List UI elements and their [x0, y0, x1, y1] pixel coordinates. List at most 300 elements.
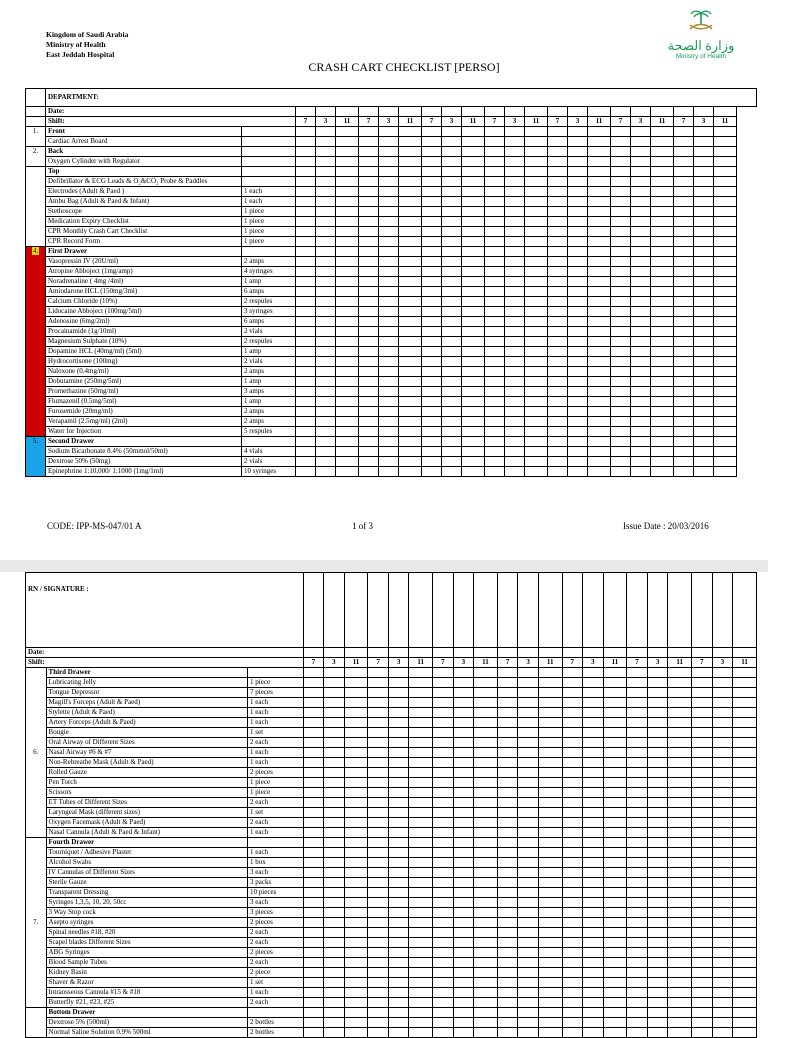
check-cell: [694, 157, 714, 167]
check-cell: [692, 798, 713, 808]
check-cell: [712, 738, 733, 748]
shift-header-cell: 11: [733, 658, 757, 668]
check-cell: [627, 908, 648, 918]
check-cell: [336, 327, 359, 337]
check-cell: [603, 648, 627, 658]
check-cell: [611, 137, 631, 147]
check-cell: [497, 838, 518, 848]
item-quantity: 1 each: [248, 758, 304, 768]
check-cell: [568, 127, 588, 137]
check-cell: [505, 277, 525, 287]
check-cell: [651, 177, 674, 187]
check-cell: [359, 377, 379, 387]
check-cell: [442, 457, 462, 467]
check-cell: [409, 728, 433, 738]
check-cell: [324, 808, 345, 818]
check-cell: [631, 337, 651, 347]
check-cell: [336, 417, 359, 427]
check-cell: [497, 858, 518, 868]
check-cell: [588, 317, 611, 327]
check-cell: [548, 267, 568, 277]
check-cell: [303, 688, 324, 698]
check-cell: [583, 788, 604, 798]
check-cell: [712, 748, 733, 758]
check-cell: [296, 177, 316, 187]
check-cell: [714, 287, 737, 297]
check-cell: [474, 738, 498, 748]
check-cell: [651, 367, 674, 377]
check-cell: [627, 988, 648, 998]
check-cell: [668, 968, 692, 978]
check-cell: [324, 968, 345, 978]
check-cell: [296, 297, 316, 307]
check-cell: [714, 367, 737, 377]
check-cell: [712, 728, 733, 738]
check-cell: [316, 127, 336, 137]
check-cell: [583, 948, 604, 958]
check-cell: [485, 377, 505, 387]
check-cell: [674, 377, 694, 387]
check-cell: [631, 257, 651, 267]
check-cell: [409, 738, 433, 748]
item-quantity: 3 packs: [248, 878, 304, 888]
check-cell: [538, 888, 562, 898]
check-cell: [485, 147, 505, 157]
check-cell: [388, 958, 409, 968]
check-cell: [548, 357, 568, 367]
check-cell: [368, 808, 389, 818]
check-cell: [712, 908, 733, 918]
check-cell: [712, 1018, 733, 1028]
check-cell: [603, 888, 627, 898]
check-cell: [583, 848, 604, 858]
check-cell: [324, 573, 345, 648]
check-cell: [692, 678, 713, 688]
check-cell: [568, 267, 588, 277]
check-cell: [733, 908, 757, 918]
check-cell: [344, 1028, 368, 1038]
check-cell: [399, 227, 422, 237]
check-cell: [303, 768, 324, 778]
check-cell: [316, 137, 336, 147]
check-cell: [344, 948, 368, 958]
check-cell: [433, 868, 454, 878]
check-cell: [474, 1008, 498, 1018]
check-cell: [733, 698, 757, 708]
item-name: Alcohol Swabs: [46, 858, 248, 868]
check-cell: [316, 207, 336, 217]
check-cell: [388, 848, 409, 858]
check-cell: [409, 868, 433, 878]
check-cell: [303, 1028, 324, 1038]
check-cell: [359, 177, 379, 187]
check-cell: [379, 137, 399, 147]
check-cell: [668, 1008, 692, 1018]
check-cell: [303, 678, 324, 688]
item-quantity: 1 set: [248, 808, 304, 818]
check-cell: [474, 958, 498, 968]
check-cell: [485, 247, 505, 257]
check-cell: [518, 738, 539, 748]
check-cell: [296, 427, 316, 437]
check-cell: [588, 167, 611, 177]
check-cell: [518, 898, 539, 908]
check-cell: [651, 217, 674, 227]
check-cell: [712, 648, 733, 658]
check-cell: [433, 888, 454, 898]
check-cell: [388, 708, 409, 718]
check-cell: [712, 828, 733, 838]
check-cell: [631, 107, 651, 117]
check-cell: [474, 858, 498, 868]
check-cell: [399, 267, 422, 277]
checklist-row: [26, 948, 757, 958]
check-cell: [627, 918, 648, 928]
check-cell: [668, 768, 692, 778]
check-cell: [627, 838, 648, 848]
check-cell: [453, 708, 474, 718]
check-cell: [409, 778, 433, 788]
check-cell: [344, 828, 368, 838]
check-cell: [603, 798, 627, 808]
check-cell: [379, 437, 399, 447]
check-cell: [399, 457, 422, 467]
item-name: Naloxone (0.4mg/ml): [46, 367, 242, 377]
checklist-row: [26, 327, 757, 337]
item-name: Promethazine (50mg/ml): [46, 387, 242, 397]
check-cell: [422, 297, 442, 307]
check-cell: [733, 938, 757, 948]
check-cell: [714, 147, 737, 157]
check-cell: [518, 908, 539, 918]
checklist-row: [26, 447, 757, 457]
check-cell: [296, 407, 316, 417]
check-cell: [462, 457, 485, 467]
check-cell: [603, 918, 627, 928]
check-cell: [525, 167, 548, 177]
department-row: [26, 89, 757, 107]
check-cell: [336, 297, 359, 307]
check-cell: [631, 177, 651, 187]
check-cell: [336, 287, 359, 297]
check-cell: [453, 898, 474, 908]
check-cell: [485, 317, 505, 327]
check-cell: [344, 573, 368, 648]
shift-header-cell: 7: [627, 658, 648, 668]
check-cell: [647, 718, 668, 728]
check-cell: [453, 768, 474, 778]
check-cell: [359, 347, 379, 357]
check-cell: [518, 828, 539, 838]
shift-header-cell: 3: [324, 658, 345, 668]
check-cell: [497, 768, 518, 778]
item-quantity: 1 amp: [242, 397, 296, 407]
check-cell: [388, 668, 409, 678]
check-cell: [316, 167, 336, 177]
check-cell: [647, 928, 668, 938]
checklist-row: [26, 888, 757, 898]
check-cell: [462, 147, 485, 157]
check-cell: [733, 868, 757, 878]
check-cell: [368, 948, 389, 958]
check-cell: [324, 718, 345, 728]
check-cell: [651, 157, 674, 167]
check-cell: [359, 417, 379, 427]
check-cell: [442, 377, 462, 387]
item-quantity: 1 each: [248, 988, 304, 998]
check-cell: [497, 908, 518, 918]
item-quantity: 2 each: [248, 938, 304, 948]
check-cell: [548, 127, 568, 137]
check-cell: [583, 698, 604, 708]
check-cell: [303, 928, 324, 938]
checklist-row: [26, 397, 757, 407]
check-cell: [583, 958, 604, 968]
shift-header-cell: 3: [568, 117, 588, 127]
check-cell: [568, 437, 588, 447]
check-cell: [562, 918, 583, 928]
check-cell: [485, 277, 505, 287]
check-cell: [422, 137, 442, 147]
check-cell: [324, 928, 345, 938]
shift-header-cell: 11: [399, 117, 422, 127]
check-cell: [433, 948, 454, 958]
check-cell: [692, 738, 713, 748]
check-cell: [647, 688, 668, 698]
check-cell: [344, 898, 368, 908]
department-label: DEPARTMENT:: [46, 89, 757, 107]
check-cell: [712, 798, 733, 808]
check-cell: [562, 938, 583, 948]
shift-header-cell: 3: [388, 658, 409, 668]
check-cell: [562, 788, 583, 798]
check-cell: [368, 778, 389, 788]
check-cell: [324, 818, 345, 828]
check-cell: [525, 287, 548, 297]
check-cell: [668, 718, 692, 728]
check-cell: [409, 828, 433, 838]
checklist-row: [26, 908, 757, 918]
check-cell: [518, 778, 539, 788]
check-cell: [562, 948, 583, 958]
check-cell: [379, 227, 399, 237]
check-cell: [505, 287, 525, 297]
check-cell: [525, 187, 548, 197]
check-cell: [303, 798, 324, 808]
check-cell: [674, 167, 694, 177]
check-cell: [694, 137, 714, 147]
check-cell: [336, 187, 359, 197]
check-cell: [379, 317, 399, 327]
check-cell: [316, 107, 336, 117]
check-cell: [379, 147, 399, 157]
check-cell: [583, 728, 604, 738]
check-cell: [296, 187, 316, 197]
check-cell: [568, 417, 588, 427]
item-quantity: 3 each: [248, 868, 304, 878]
check-cell: [611, 457, 631, 467]
check-cell: [631, 457, 651, 467]
check-cell: [668, 978, 692, 988]
document-page-2: [0, 572, 768, 1037]
check-cell: [474, 908, 498, 918]
check-cell: [668, 648, 692, 658]
check-cell: [324, 868, 345, 878]
check-cell: [611, 287, 631, 297]
item-quantity: 1 piece: [242, 227, 296, 237]
check-cell: [733, 758, 757, 768]
date-row: [26, 107, 757, 117]
check-cell: [324, 898, 345, 908]
checklist-row: [26, 1018, 757, 1028]
check-cell: [316, 187, 336, 197]
check-cell: [562, 798, 583, 808]
check-cell: [538, 968, 562, 978]
check-cell: [388, 988, 409, 998]
check-cell: [474, 788, 498, 798]
check-cell: [714, 307, 737, 317]
check-cell: [647, 648, 668, 658]
check-cell: [462, 217, 485, 227]
check-cell: [668, 988, 692, 998]
check-cell: [694, 177, 714, 187]
check-cell: [474, 798, 498, 808]
check-cell: [336, 357, 359, 367]
check-cell: [453, 1028, 474, 1038]
check-cell: [303, 728, 324, 738]
check-cell: [538, 878, 562, 888]
check-cell: [368, 868, 389, 878]
check-cell: [485, 347, 505, 357]
check-cell: [453, 758, 474, 768]
check-cell: [409, 848, 433, 858]
check-cell: [518, 928, 539, 938]
check-cell: [733, 798, 757, 808]
check-cell: [712, 868, 733, 878]
check-cell: [548, 167, 568, 177]
check-cell: [462, 127, 485, 137]
check-cell: [453, 668, 474, 678]
check-cell: [388, 938, 409, 948]
item-name: Scissors: [46, 788, 248, 798]
check-cell: [548, 107, 568, 117]
check-cell: [588, 197, 611, 207]
item-quantity: 2 vials: [242, 357, 296, 367]
check-cell: [474, 758, 498, 768]
item-quantity: 1 set: [248, 978, 304, 988]
check-cell: [368, 768, 389, 778]
check-cell: [497, 708, 518, 718]
check-cell: [485, 447, 505, 457]
check-cell: [379, 447, 399, 457]
check-cell: [505, 127, 525, 137]
check-cell: [388, 1018, 409, 1028]
check-cell: [583, 818, 604, 828]
check-cell: [712, 928, 733, 938]
check-cell: [651, 437, 674, 447]
check-cell: [296, 147, 316, 157]
check-cell: [316, 257, 336, 267]
check-cell: [583, 708, 604, 718]
check-cell: [611, 247, 631, 257]
check-cell: [548, 397, 568, 407]
check-cell: [388, 748, 409, 758]
check-cell: [627, 948, 648, 958]
check-cell: [462, 417, 485, 427]
check-cell: [562, 808, 583, 818]
check-cell: [409, 768, 433, 778]
check-cell: [548, 217, 568, 227]
check-cell: [568, 317, 588, 327]
check-cell: [603, 958, 627, 968]
check-cell: [603, 738, 627, 748]
check-cell: [603, 838, 627, 848]
check-cell: [368, 688, 389, 698]
check-cell: [651, 287, 674, 297]
check-cell: [399, 387, 422, 397]
item-name: Water for Injection: [46, 427, 242, 437]
check-cell: [588, 447, 611, 457]
check-cell: [409, 718, 433, 728]
check-cell: [525, 147, 548, 157]
check-cell: [714, 447, 737, 457]
check-cell: [631, 187, 651, 197]
check-cell: [359, 187, 379, 197]
check-cell: [388, 918, 409, 928]
check-cell: [674, 427, 694, 437]
shift-header-cell: 7: [497, 658, 518, 668]
check-cell: [568, 217, 588, 227]
check-cell: [485, 387, 505, 397]
section-heading: Back: [46, 147, 242, 157]
check-cell: [525, 207, 548, 217]
check-cell: [651, 137, 674, 147]
check-cell: [674, 347, 694, 357]
checklist-row: [26, 357, 757, 367]
checklist-row: [26, 217, 757, 227]
check-cell: [462, 287, 485, 297]
check-cell: [568, 137, 588, 147]
check-cell: [674, 237, 694, 247]
check-cell: [368, 698, 389, 708]
check-cell: [497, 868, 518, 878]
check-cell: [474, 888, 498, 898]
check-cell: [303, 808, 324, 818]
check-cell: [344, 858, 368, 868]
check-cell: [603, 573, 627, 648]
check-cell: [733, 858, 757, 868]
check-cell: [359, 457, 379, 467]
check-cell: [603, 938, 627, 948]
check-cell: [344, 698, 368, 708]
check-cell: [505, 397, 525, 407]
checklist-row: [26, 227, 757, 237]
checklist-row: [26, 297, 757, 307]
check-cell: [603, 988, 627, 998]
check-cell: [303, 848, 324, 858]
check-cell: [647, 998, 668, 1008]
check-cell: [583, 678, 604, 688]
item-quantity: 2 amps: [242, 407, 296, 417]
checklist-row: [26, 467, 757, 477]
check-cell: [692, 828, 713, 838]
section-number-text: 5.: [32, 437, 39, 445]
check-cell: [388, 688, 409, 698]
check-cell: [324, 948, 345, 958]
check-cell: [568, 357, 588, 367]
check-cell: [303, 748, 324, 758]
check-cell: [518, 678, 539, 688]
